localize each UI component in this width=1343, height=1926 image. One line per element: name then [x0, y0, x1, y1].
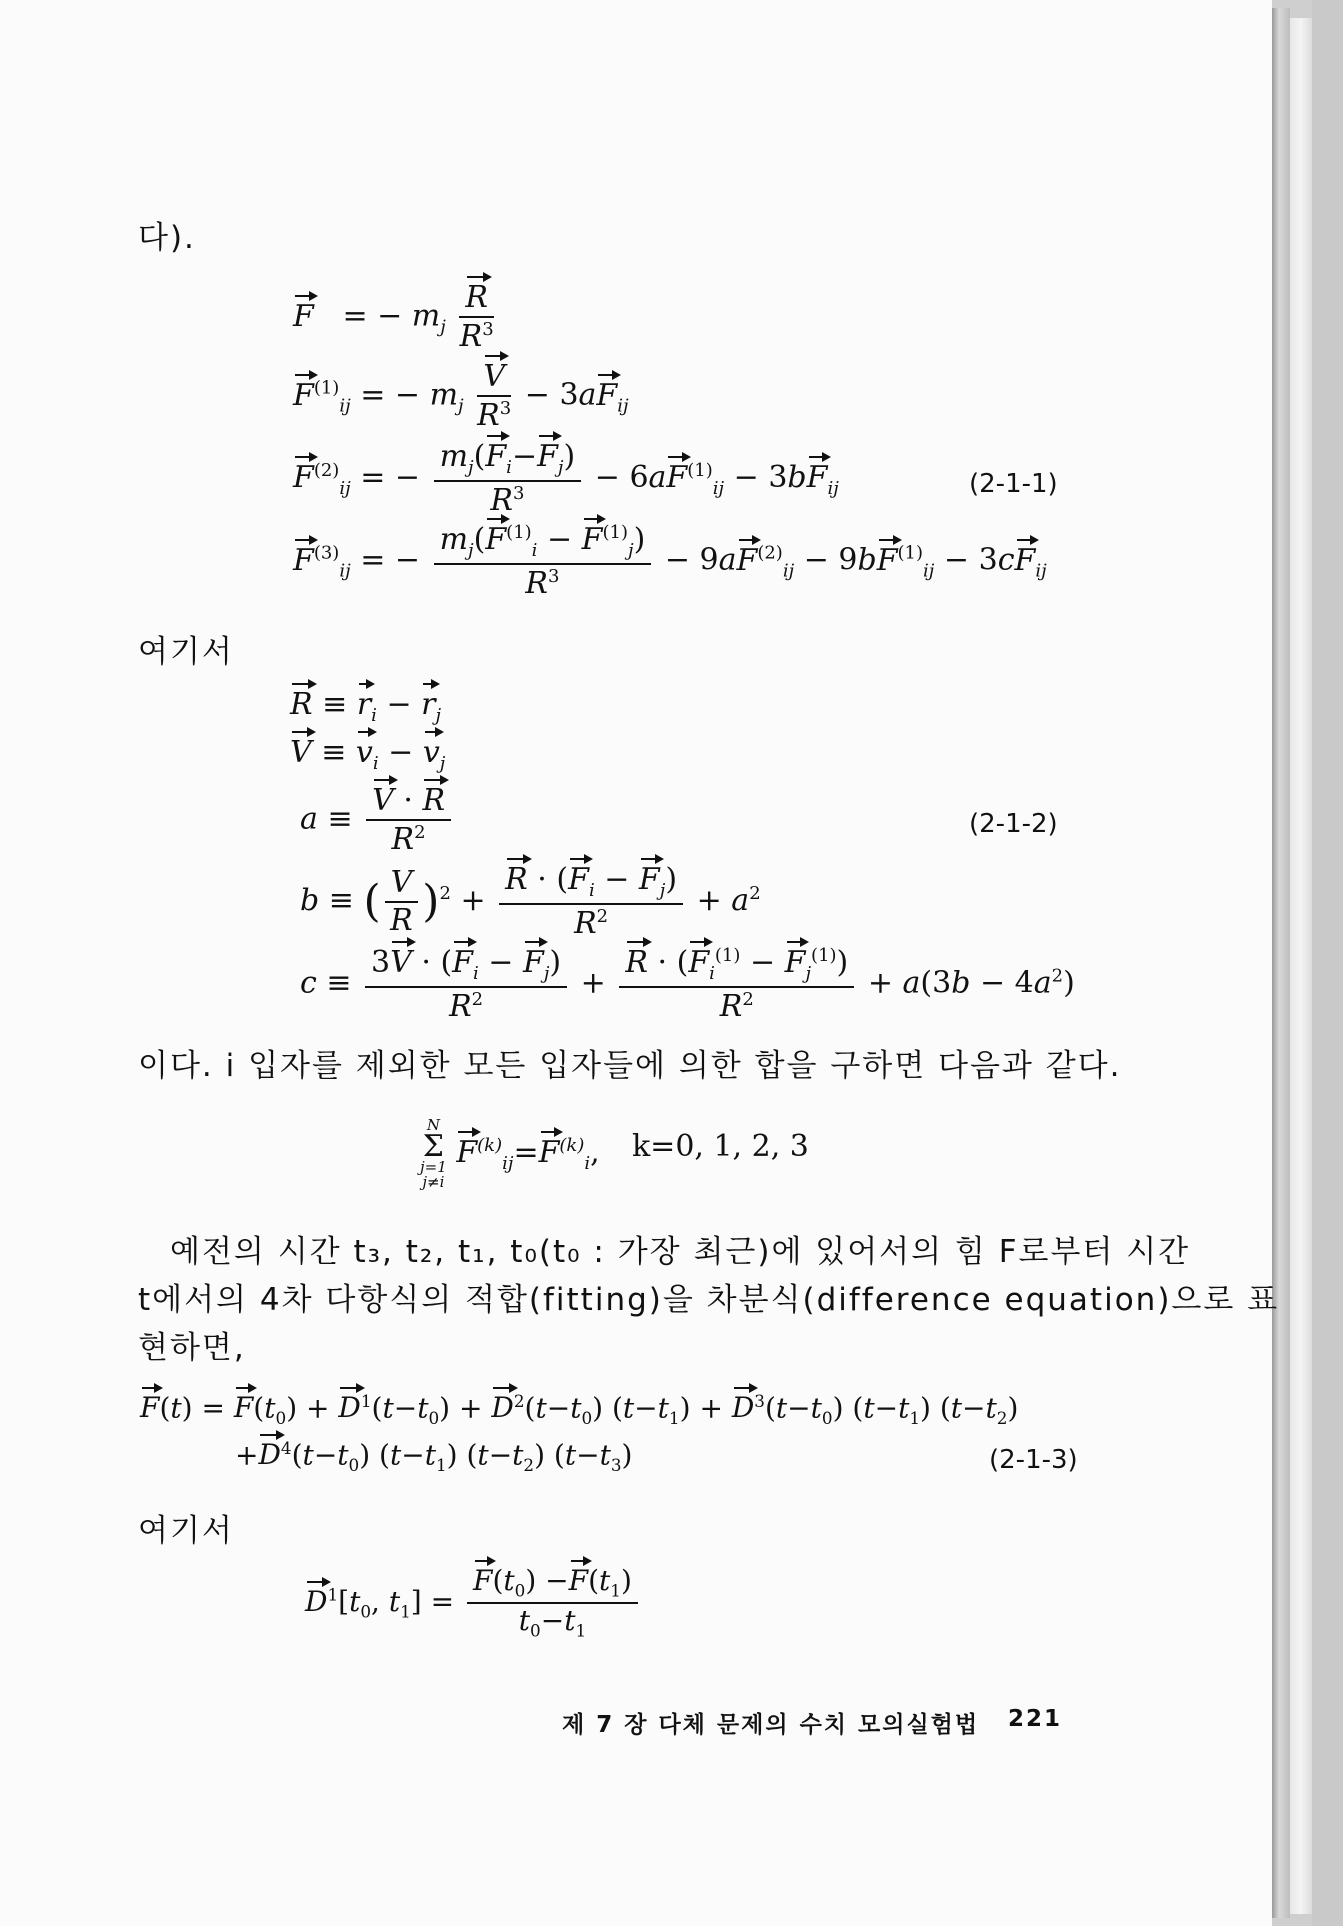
equation-number-2-1-3: (2-1-3) [989, 1445, 1078, 1475]
paragraph-line-2: t에서의 4차 다항식의 적합(fitting)을 차분식(difference equation)으로 표 [138, 1282, 1280, 1318]
paragraph-line-3: 현하면, [138, 1330, 246, 1366]
definition-b: b ≡ ( $\frac{V}{R}$ )$^2$ + $\frac{R \cdot (F_i - F_j)}{R^2}$ + $a^2$ [300, 862, 761, 941]
where-label-1: 여기서 [138, 634, 234, 670]
equation-number-2-1-2: (2-1-2) [969, 809, 1058, 839]
sum-equation: N Σ j=1 j≠i $F^{(k)}_{ij}=F^{(k)}_i$, [420, 1116, 600, 1191]
equation-taylor-line-1: $F(t) = F(t_0) + D^1(t-t_0) + D^2(t-t_0) (t-t_1) + D^3(t-t_0)$ $(t-t_1)$ $(t-t_2)$ [140, 1391, 1019, 1428]
where-label-2: 여기서 [138, 1513, 234, 1549]
definition-V: $V \equiv v_i - v_j$ [290, 735, 446, 774]
equation-F: F = − $m_j$ $\frac{R}{R^3}$ [293, 280, 494, 354]
equation-D1: $D^1[t_0$, $t_1$] = $\frac{F(t_0) -F(t_1)}{t_0-t_1}$ [305, 1567, 642, 1640]
definition-R: $R \equiv r_i - r_j$ [290, 687, 442, 726]
page-edge [1290, 18, 1312, 1914]
k-values: k=0, 1, 2, 3 [632, 1129, 809, 1164]
equation-F2: $F^{(2)}_{ij}$ = − $\frac{m_j(F_i-F_j)}{R^3}$ − $6aF^{(1)}_{ij} - 3bF_{ij}$ [293, 439, 839, 518]
page-edge-shadow [1272, 8, 1290, 1918]
equation-F1: $F^{(1)}_{ij}$ = − $m_j$ $\frac{V}{R^3}$ − $3aF_{ij}$ [293, 359, 629, 433]
equation-taylor-line-2: $+D^4(t-t_0)$ $(t-t_1)$ $(t-t_2)$ $(t-t_3)$ [235, 1438, 633, 1475]
intro-text: 다). [138, 220, 196, 256]
sum-sentence: 이다. i 입자를 제외한 모든 입자들에 의한 합을 구하면 다음과 같다. [138, 1048, 1122, 1084]
page-number: 221 [1008, 1706, 1063, 1732]
paragraph-line-1: 예전의 시간 t₃, t₂, t₁, t₀(t₀ : 가장 최근)에 있어서의 힘 F로부터 시간 [170, 1234, 1191, 1270]
background-margin [1312, 0, 1343, 1926]
equation-F3: $F^{(3)}_{ij}$ = − $\frac{m_j(F^{(1)}_i - F^{(1)}_j)}{R^3}$ − $9aF^{(2)}_{ij} - 9bF^{(1)}_{ij} - 3cF_{ij}$ [293, 522, 1047, 601]
running-footer-chapter: 제 7 장 다체 문제의 수치 모의실험법 [562, 1712, 980, 1738]
equation-number-2-1-1: (2-1-1) [969, 469, 1058, 499]
definition-c: c ≡ $\frac{3V \cdot (F_i - F_j)}{R^2}$ + $\frac{R \cdot (F_i^{(1)} - F_j^{(1)})}{R^2}$ + $a(3b - 4a^2)$ [300, 944, 1075, 1024]
definition-a: a ≡ $\frac{V \cdot R}{R^2}$ [300, 786, 455, 855]
